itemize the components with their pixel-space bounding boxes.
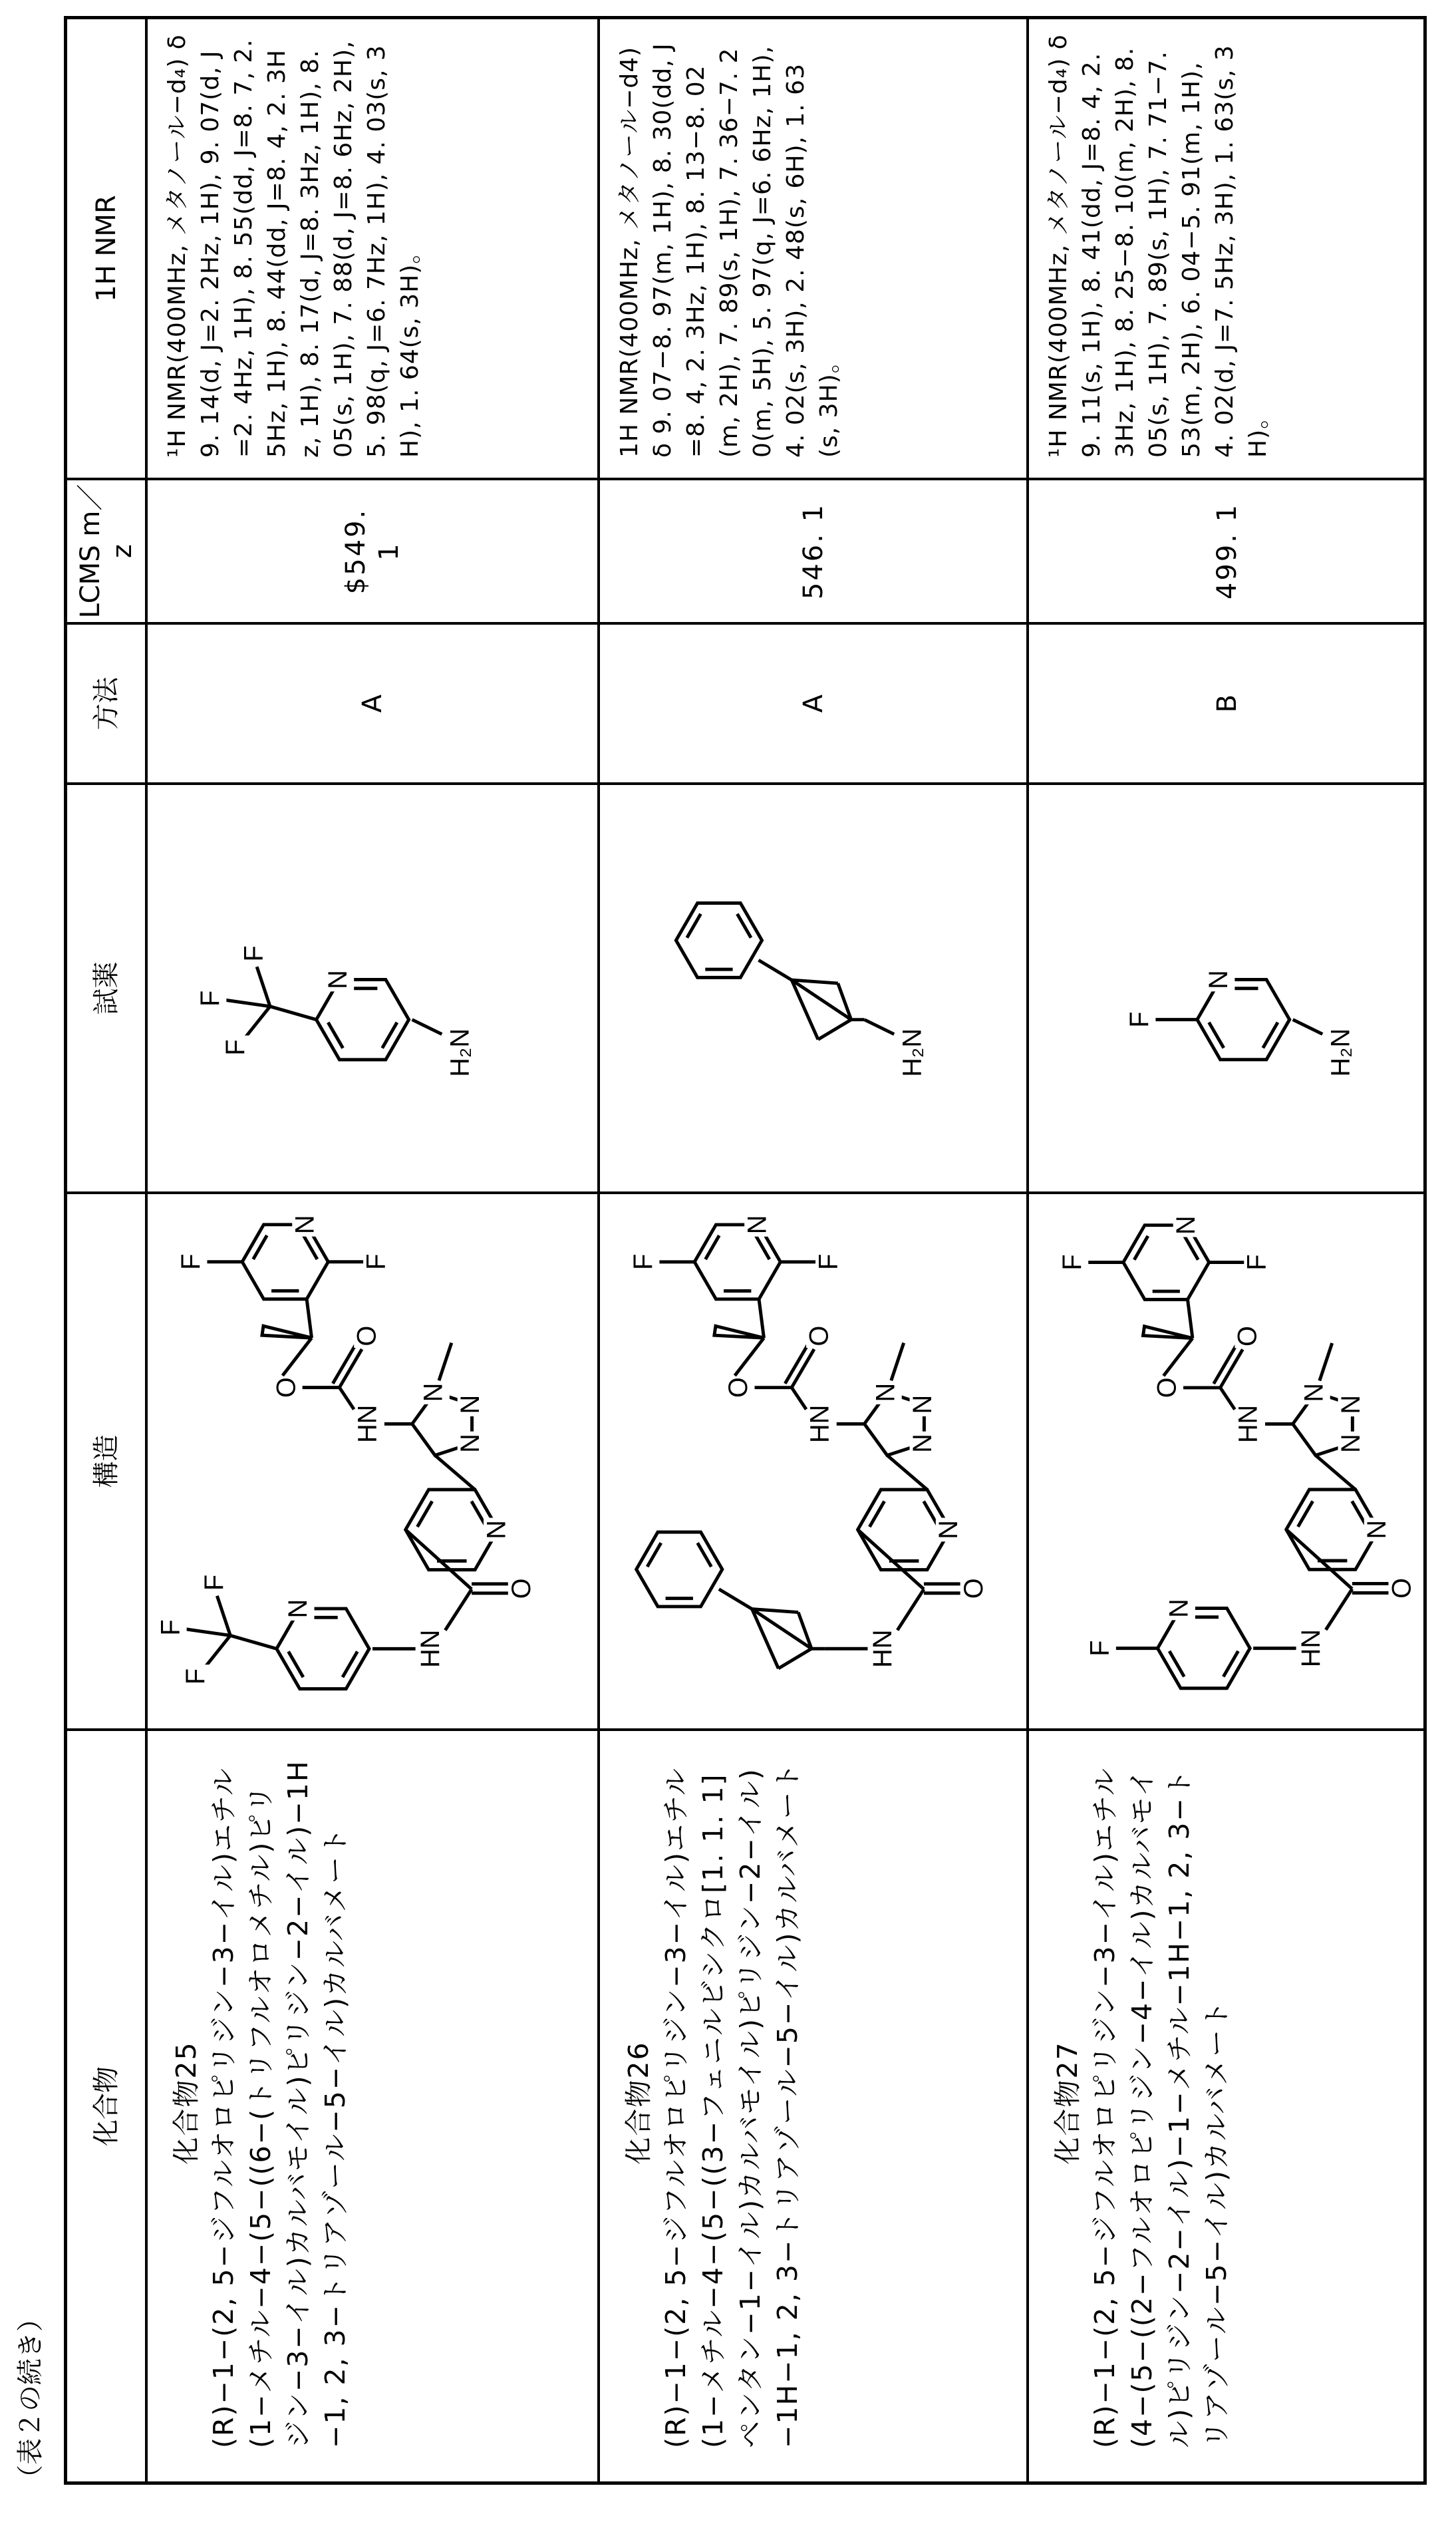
header-compound: 化合物 [67,1728,145,2481]
bond [184,1629,231,1636]
lcms-value: 499. 1 [1029,478,1425,622]
bond [759,1299,764,1338]
atom-label: N [482,1520,511,1539]
header-lcms: LCMS m／z [67,478,145,622]
structure-image [600,1191,1026,1728]
bond [412,1020,442,1034]
bond [792,1388,806,1410]
bond [864,1020,894,1034]
bond [204,1635,231,1668]
atom-label: N [456,1434,485,1453]
bond [223,1000,270,1007]
atom-label: F [1058,1254,1087,1270]
reagent-drawing [1029,785,1425,1191]
atom-label: N [323,970,353,989]
ring [1197,979,1290,1059]
reagent-image [148,782,597,1191]
atom-label: O [1153,1377,1182,1398]
atom-label: N [1204,970,1233,989]
reagent-image [1029,782,1425,1191]
atom-label: N [1362,1520,1391,1539]
nmr-value: ¹H NMR(400MHz, メタノール−d₄) δ 9. 11(s, 1H), 8. 41(dd, J=8. 4, 2. 3Hz, 1H), 8. 25−8. 10(m, 2H), 8. 05(s, 1H), 7. 89(s, 1H), 7. 71−7. 53(m, 2H), 6. 04−5. 91(m, 1H), 4. 02(d, J=7. 5Hz, 3H), 1. 63(s, 3H)。 [1029,19,1425,478]
atom-label: N [418,1383,448,1402]
bond [307,1299,311,1338]
compound-name: (R)−1−(2, 5−ジフルオロピリジン−3−イル)エチル(1−メチル−4−(5−((6−(トリフルオロメチル)ピリジン−3−イル)カルバモイル)ピリジン−2−イル)−1H−1, 2, 3−トリアゾール−5−イル)カルバメート [205,1758,354,2448]
atom-label: HN [1296,1629,1326,1667]
table-row [600,19,1029,2481]
atom-label: H₂N [898,1028,927,1077]
atom-label: O [271,1377,301,1398]
bond [1221,1388,1235,1410]
atom-label: HN [805,1405,834,1443]
atom-label: N [1165,1599,1194,1618]
compound-table [64,16,1427,2485]
atom-label: F [1125,1011,1154,1027]
nmr-value: ¹H NMR(400MHz, メタノール−d₄) δ 9. 14(d, J=2. 2Hz, 1H), 9. 07(d, J=2. 4Hz, 1H), 8. 55(dd, J=8. 7, 2. 5Hz, 1H), 8. 44(dd, J=8. 4, 2. 3Hz, 1H), 8. 17(d, J=8. 3Hz, 1H), 8. 05(s, 1H), 7. 88(d, J=8. 6Hz, 2H), 5. 98(q, J=6. 7Hz, 1H), 4. 03(s, 3H), 1. 64(s, 3H)。 [148,19,597,478]
bond [1316,1456,1356,1490]
atom-label: F [196,991,225,1007]
method-value: A [600,622,1026,782]
method-value: B [1029,622,1425,782]
bond [283,1338,312,1376]
compound-cell [600,1728,1026,2481]
bond [243,1007,270,1040]
atom-label: O [959,1578,988,1599]
compound-number: 化合物27 [1049,1758,1086,2448]
bond [735,1338,764,1376]
atom-label: N [1336,1434,1366,1453]
atom-label: HN [353,1405,382,1443]
wedge-bond [262,1326,312,1338]
compound-cell [148,1728,597,2481]
header-structure: 構造 [67,1191,145,1728]
structure-image [148,1191,597,1728]
atom-label: F [1242,1254,1272,1270]
bond [1293,1020,1323,1034]
bond [1163,1339,1193,1376]
lcms-value: 546. 1 [600,478,1026,622]
bond [759,960,792,980]
reagent-drawing [148,785,597,1191]
compound-number: 化合物25 [168,1758,205,2448]
bond [439,1343,452,1381]
ring [676,903,762,978]
table-caption: （表２の続き） [9,2305,47,2491]
ring [1157,1609,1250,1688]
bond [719,1589,752,1609]
ring [637,1532,722,1607]
lcms-value: $549. 1 [148,478,597,622]
atom-label: H₂N [446,1028,475,1077]
compound-cell [1029,1728,1425,2481]
nmr-value: 1H NMR(400MHz, メタノール−d4) δ 9. 07−8. 97(m, 1H), 8. 30(dd, J=8. 4, 2. 3Hz, 1H), 8. 13−8. 02(m, 2H), 7. 89(s, 1H), 7. 36−7. 20(m, 5H), 5. 97(q, J=6. 6Hz, 1H), 4. 02(s, 3H), 2. 48(s, 6H), 1. 63(s, 3H)。 [600,19,1026,478]
bond [435,1456,475,1490]
atom-label: F [221,1039,250,1055]
structure-drawing [148,1194,597,1728]
bond [778,1649,811,1668]
table-row [148,19,600,2481]
atom-label: F [156,1619,185,1635]
atom-label: F [629,1254,658,1270]
ring [277,1609,369,1689]
atom-label: HN [868,1630,897,1668]
bond [818,1020,851,1040]
atom-label: N [1299,1383,1328,1402]
header-method: 方法 [67,622,145,782]
method-value: A [148,622,597,782]
atom-label: N [456,1395,485,1414]
bond [897,1589,924,1631]
table-row [1029,19,1425,2481]
bond [339,1388,354,1410]
atom-label: N [934,1520,963,1539]
atom-label: O [1387,1578,1417,1599]
atom-label: F [813,1254,843,1270]
wedge-bond [1143,1327,1193,1339]
atom-label: F [361,1254,390,1270]
atom-label: N [1171,1215,1201,1235]
bond [270,1007,317,1020]
structure-drawing [600,1194,1026,1728]
atom-label: O [1233,1326,1262,1346]
atom-label: F [181,1668,210,1684]
bond [887,1456,927,1490]
bond [230,1635,277,1649]
atom-label: F [176,1254,206,1270]
atom-label: F [239,945,269,961]
atom-label: O [724,1377,753,1398]
atom-label: H₂N [1326,1028,1356,1077]
reagent-image [600,782,1026,1191]
bond [1326,1589,1352,1629]
atom-label: N [871,1383,900,1402]
atom-label: F [1086,1641,1115,1656]
atom-label: N [743,1215,772,1235]
atom-label: N [1336,1395,1366,1414]
bond [1320,1343,1332,1381]
atom-label: N [908,1434,937,1453]
bond [445,1589,472,1631]
atom-label: N [908,1395,937,1414]
atom-label: HN [1234,1405,1263,1443]
compound-number: 化合物26 [620,1758,657,2448]
atom-label: O [507,1578,536,1599]
atom-label: HN [416,1630,445,1668]
atom-label: O [353,1326,382,1346]
structure-drawing [1029,1194,1425,1728]
compound-name: (R)−1−(2, 5−ジフルオロピリジン−3−イル)エチル(1−メチル−4−(5−((3−フェニルビシクロ[1. 1. 1]ペンタン−1−イル)カルバモイル)ピリジン−2−イル)−1H−1, 2, 3−トリアゾール−5−イル)カルバメート [657,1758,806,2448]
bond [217,1596,230,1636]
atom-label: F [200,1575,229,1591]
atom-label: N [283,1599,313,1619]
bond [891,1343,904,1381]
table-header-row [67,19,148,2481]
reagent-drawing [600,785,1026,1191]
compound-name: (R)−1−(2, 5−ジフルオロピリジン−3−イル)エチル(4−(5−((2−フルオロピリジン−4−イル)カルバモイル)ピリジン−2−イル)−1−メチル−1H−1, 2, 3−トリアゾール−5−イル)カルバメート [1086,1758,1235,2448]
header-nmr: 1H NMR [67,19,145,478]
atom-label: N [291,1215,320,1234]
structure-image [1029,1191,1425,1728]
bond [257,967,270,1007]
atom-label: O [804,1326,833,1346]
ring [317,979,409,1059]
wedge-bond [714,1326,764,1338]
bond [1187,1299,1192,1338]
header-reagent: 試薬 [67,782,145,1191]
